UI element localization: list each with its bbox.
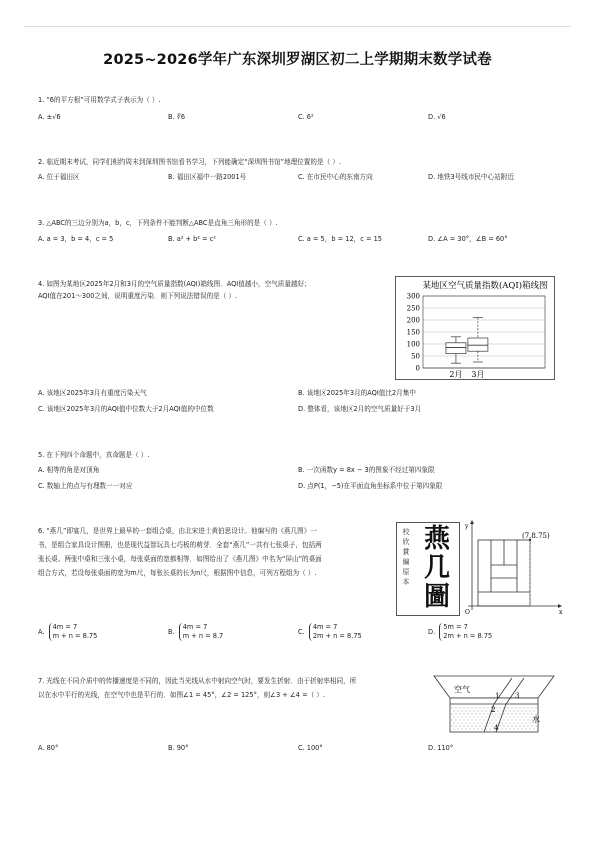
- q3-option-a: A. a = 3，b = 4，c = 5: [38, 235, 114, 243]
- water-dot: [510, 711, 511, 712]
- water-dot: [502, 711, 503, 712]
- water-dot: [518, 723, 519, 724]
- water-dot: [452, 720, 453, 721]
- question-5: [38, 449, 568, 490]
- water-dot: [490, 729, 491, 730]
- water-dot: [486, 717, 487, 718]
- cover-char: 欣: [402, 538, 410, 546]
- water-dot: [482, 717, 483, 718]
- box-iqr: [446, 343, 466, 354]
- water-dot: [530, 717, 531, 718]
- water-dot: [460, 708, 461, 709]
- water-dot: [470, 711, 471, 712]
- water-dot: [480, 726, 481, 727]
- water-dot: [496, 708, 497, 709]
- q4-option-c: C. 该地区2025年3月的AQI值中位数大于2月AQI值的中位数: [38, 405, 214, 413]
- q6-d-eq2: 2m + n = 8.75: [443, 632, 493, 640]
- water-dot: [524, 714, 525, 715]
- water-dot: [524, 708, 525, 709]
- q2-option-c: C. 在市民中心的东南方向: [298, 173, 373, 181]
- q6-option-b-letter: B.: [168, 628, 175, 636]
- water-dot: [466, 711, 467, 712]
- water-dot: [518, 711, 519, 712]
- q6-option-b: [168, 623, 223, 641]
- q1-option-d: D. √6: [428, 113, 446, 121]
- water-dot: [526, 729, 527, 730]
- water-dot: [512, 708, 513, 709]
- water-dot: [510, 729, 511, 730]
- q3-option-b: B. a² + b² = c²: [168, 235, 216, 243]
- water-dot: [460, 726, 461, 727]
- water-dot: [460, 720, 461, 721]
- water-dot: [474, 711, 475, 712]
- water-dot: [502, 723, 503, 724]
- water-dot: [468, 708, 469, 709]
- water-dot: [484, 714, 485, 715]
- water-dot: [530, 723, 531, 724]
- cover-char: 編: [402, 558, 410, 566]
- water-dot: [506, 711, 507, 712]
- question-2-stem: 2. 临近期末考试，同学们相约周末到深圳图书馆看书学习，下列能确定“深圳图书馆”地理位置的是（ ）.: [38, 158, 341, 166]
- q4-option-d: D. 整体看，该地区2月的空气质量好于3月: [298, 405, 422, 413]
- q6-option-c-system: [309, 623, 362, 641]
- angle-3-label: 3: [515, 692, 520, 700]
- question-6-stem-line3: 张长桌、两张中桌和三张小桌，每张桌面的宽都相等．如图给出了《燕几图》中名为“屏山”的桌面: [38, 555, 322, 563]
- water-dot: [522, 711, 523, 712]
- q5-option-a: A. 相等的角是对顶角: [38, 466, 100, 474]
- water-dot: [456, 714, 457, 715]
- water-dot: [462, 717, 463, 718]
- air-label: 空气: [454, 685, 470, 694]
- q5-option-c: C. 数轴上的点与有理数一一对应: [38, 482, 133, 490]
- water-dot: [494, 717, 495, 718]
- water-dot: [454, 723, 455, 724]
- water-dot: [534, 711, 535, 712]
- q6-option-a-letter: A.: [38, 628, 45, 636]
- q2-option-d: D. 地铁3号线市民中心站附近: [428, 173, 514, 181]
- water-dot: [472, 726, 473, 727]
- water-dot: [482, 729, 483, 730]
- y-tick-label: 250: [406, 304, 420, 313]
- water-dot: [474, 723, 475, 724]
- x-label-mar: 3月: [471, 370, 485, 379]
- water-dot: [456, 726, 457, 727]
- water-dot: [510, 717, 511, 718]
- q6-option-a-system: [49, 623, 98, 641]
- water-dot: [536, 726, 537, 727]
- water-dot: [464, 726, 465, 727]
- water-dot: [506, 717, 507, 718]
- water-dot: [466, 723, 467, 724]
- question-7: [38, 674, 428, 702]
- q3-option-d: D. ∠A = 30°，∠B = 60°: [428, 235, 508, 243]
- q6-b-eq2: m + n = 8.7: [182, 632, 224, 640]
- q2-option-b: B. 福田区福中一路2001号: [168, 173, 247, 181]
- cover-big-char: 圖: [423, 582, 450, 612]
- water-dot: [458, 717, 459, 718]
- water-dot: [498, 717, 499, 718]
- water-dot: [488, 714, 489, 715]
- y-tick-label: 50: [411, 352, 420, 361]
- water-dot: [524, 720, 525, 721]
- water-dot: [452, 714, 453, 715]
- q6-d-eq1: 5m = 7: [443, 623, 468, 631]
- q6-option-d: [428, 623, 492, 641]
- water-dot: [514, 729, 515, 730]
- water-dot: [470, 717, 471, 718]
- water-dot: [518, 729, 519, 730]
- water-dot: [510, 723, 511, 724]
- water-dot: [526, 723, 527, 724]
- question-3-stem: 3. △ABC的三边分别为a，b，c，下列条件不能判断△ABC是直角三角形的是（ ）.: [38, 219, 278, 227]
- water-dot: [462, 723, 463, 724]
- q1-option-c: C. 6²: [298, 113, 314, 121]
- y-tick-label: 150: [406, 328, 420, 337]
- water-dot: [522, 729, 523, 730]
- angle-4-label: 4: [494, 724, 499, 732]
- water-dot: [504, 726, 505, 727]
- water-dot: [464, 714, 465, 715]
- q7-option-c: C. 100°: [298, 744, 323, 752]
- question-6-stem-line1: 6. “燕几”即宴几，是世界上最早的一套组合桌，由北宋进士黄伯思设计。他编写的《燕几图》一: [38, 527, 317, 535]
- x-axis-arrow: [558, 604, 562, 608]
- water-dot: [480, 714, 481, 715]
- water-dot: [458, 729, 459, 730]
- water-dot: [526, 717, 527, 718]
- chart-title: 某地区空气质量指数(AQI)箱线图: [422, 281, 548, 291]
- q6-a-eq2: m + n = 8.75: [52, 632, 98, 640]
- water-dot: [476, 720, 477, 721]
- water-dot: [464, 720, 465, 721]
- q7-option-a: A. 80°: [38, 744, 59, 752]
- water-dot: [480, 708, 481, 709]
- cover-big-text: [419, 525, 455, 612]
- water-dot: [492, 726, 493, 727]
- water-dot: [454, 717, 455, 718]
- x-axis-label: x: [559, 609, 563, 616]
- water-dot: [478, 717, 479, 718]
- x-label-feb: 2月: [449, 370, 463, 379]
- water-dot: [456, 708, 457, 709]
- water-dot: [508, 720, 509, 721]
- question-6: [38, 524, 388, 580]
- refraction-diagram: [432, 672, 560, 738]
- water-dot: [514, 711, 515, 712]
- q6-a-eq1: 4m = 7: [52, 623, 78, 631]
- water-dot: [484, 708, 485, 709]
- water-dot: [522, 717, 523, 718]
- container-top: [434, 676, 554, 698]
- page-title: 2025~2026学年广东深圳罗湖区初二上学期期末数学试卷: [103, 52, 492, 68]
- y-tick-label: 300: [406, 292, 420, 301]
- water-dot: [454, 729, 455, 730]
- water-dot: [518, 717, 519, 718]
- water-dot: [452, 708, 453, 709]
- water-dot: [474, 717, 475, 718]
- water-dot: [536, 708, 537, 709]
- water-dot: [486, 729, 487, 730]
- cover-char: 本: [402, 578, 410, 586]
- q6-option-d-system: [439, 623, 492, 641]
- water-dot: [512, 726, 513, 727]
- water-dot: [522, 723, 523, 724]
- water-dot: [482, 723, 483, 724]
- water-dot: [488, 708, 489, 709]
- water-dot: [472, 720, 473, 721]
- water-dot: [528, 720, 529, 721]
- water-dot: [478, 711, 479, 712]
- water-dot: [488, 726, 489, 727]
- water-dot: [500, 714, 501, 715]
- cover-big-char: 燕: [423, 524, 450, 554]
- water-dot: [500, 708, 501, 709]
- angle-2-label: 2: [491, 706, 496, 714]
- water-dot: [462, 711, 463, 712]
- water-dot: [466, 729, 467, 730]
- water-dot: [474, 729, 475, 730]
- cover-small-text: [401, 527, 411, 587]
- water-dot: [514, 717, 515, 718]
- table-outlines: [478, 540, 530, 606]
- q6-c-eq2: 2m + n = 8.75: [312, 632, 362, 640]
- q7-option-b: B. 90°: [168, 744, 189, 752]
- water-dot: [508, 708, 509, 709]
- water-dot: [496, 720, 497, 721]
- water-dot: [528, 726, 529, 727]
- water-dot: [466, 717, 467, 718]
- q6-option-c: [298, 623, 362, 641]
- q7-option-d: D. 110°: [428, 744, 454, 752]
- q6-b-eq1: 4m = 7: [182, 623, 208, 631]
- water-dot: [490, 723, 491, 724]
- water-dot: [484, 720, 485, 721]
- question-1: [38, 94, 568, 121]
- water-dot: [528, 708, 529, 709]
- water-dot: [478, 729, 479, 730]
- q3-option-c: C. a = 5，b = 12，c = 15: [298, 235, 382, 243]
- yanji-tu-cover-image: [396, 522, 460, 616]
- water-dot: [476, 726, 477, 727]
- water-dot: [480, 720, 481, 721]
- pingshan-table-diagram: [462, 520, 562, 616]
- water-dot: [458, 723, 459, 724]
- q1-option-a: A. ±√6: [38, 113, 61, 121]
- water-dot: [504, 714, 505, 715]
- water-dot: [476, 714, 477, 715]
- water-dot: [460, 714, 461, 715]
- water-dot: [520, 714, 521, 715]
- angle-1-label: 1: [495, 692, 500, 700]
- q4-option-b: B. 该地区2025年3月的AQI值比2月集中: [298, 389, 416, 397]
- water-dot: [514, 723, 515, 724]
- question-6-stem-line2: 书，是组合家具设计图册，也是现代益智玩具七巧板的萌芽．全套“燕几”一共有七张桌子，包括两: [38, 541, 322, 549]
- water-dot: [532, 726, 533, 727]
- y-tick-label: 200: [406, 316, 420, 325]
- question-1-stem: 1. “6的平方根”可用数学式子表示为（ ）.: [38, 96, 161, 104]
- water-dot: [516, 714, 517, 715]
- water-dot: [520, 720, 521, 721]
- q6-option-b-system: [179, 623, 224, 641]
- water-dot: [486, 711, 487, 712]
- water-dot: [506, 729, 507, 730]
- water-dot: [456, 720, 457, 721]
- question-5-stem: 5. 在下列四个命题中，真命题是（ ）.: [38, 451, 150, 459]
- q2-option-a: A. 位于福田区: [38, 173, 80, 181]
- water-dot: [484, 726, 485, 727]
- water-dot: [526, 711, 527, 712]
- water-dot: [472, 708, 473, 709]
- water-dot: [464, 708, 465, 709]
- water-dot: [500, 726, 501, 727]
- water-dot: [508, 714, 509, 715]
- water-dot: [492, 720, 493, 721]
- cover-char: 原: [402, 568, 410, 576]
- y-tick-label: 0: [415, 364, 420, 373]
- water-dot: [520, 708, 521, 709]
- question-4-stem-line2: AQI值在201～300之间，说明重度污染．则下列说法错误的是（ ）.: [38, 292, 238, 300]
- water-dot: [482, 711, 483, 712]
- q6-option-a: [38, 623, 97, 641]
- q5-option-b: B. 一次函数y = 8x − 3的图象不经过第四象限: [298, 466, 435, 474]
- water-dot: [516, 708, 517, 709]
- water-dot: [496, 714, 497, 715]
- q6-c-eq1: 4m = 7: [312, 623, 338, 631]
- water-dot: [516, 720, 517, 721]
- water-dot: [506, 723, 507, 724]
- question-6-stem-line4: 组合方式，若设每张桌面的宽为m尺，每张长桌的长为n尺，根据图中信息，可列方程组为（ ）.: [38, 569, 317, 577]
- question-4-stem-line1: 4. 如图为某地区2025年2月和3月的空气质量指数(AQI)箱线图．AQI值越小，空气质量越好；: [38, 280, 311, 288]
- water-dot: [468, 720, 469, 721]
- y-axis-arrow: [470, 520, 474, 524]
- y-tick-label: 100: [406, 340, 420, 349]
- q6-option-d-letter: D.: [428, 628, 436, 636]
- q1-option-b: B. ∛6: [168, 113, 186, 121]
- water-dot: [504, 720, 505, 721]
- water-dot: [502, 729, 503, 730]
- water-dot: [516, 726, 517, 727]
- water-dot: [512, 714, 513, 715]
- water-dot: [452, 726, 453, 727]
- water-dot: [468, 714, 469, 715]
- cover-char: 賞: [402, 548, 410, 556]
- water-dot: [512, 720, 513, 721]
- water-dot: [470, 723, 471, 724]
- question-3: [38, 217, 568, 243]
- question-7-stem-line2: 以在水中平行的光线，在空气中也是平行的．如图∠1 = 45°，∠2 = 125°，则∠3 + ∠4 =（ ）.: [38, 691, 325, 699]
- top-divider: [24, 26, 571, 27]
- cover-big-char: 几: [423, 553, 450, 583]
- water-dot: [462, 729, 463, 730]
- water-dot: [476, 708, 477, 709]
- question-7-stem-line1: 7. 光线在不同介质中的传播速度是不同的，因此当光线从水中射向空气时，要发生折射．由于折射率相同，所: [38, 677, 357, 685]
- water-dot: [470, 729, 471, 730]
- aqi-boxplot-chart: [395, 276, 555, 380]
- water-dot: [530, 711, 531, 712]
- water-dot: [486, 723, 487, 724]
- q6-option-c-letter: C.: [298, 628, 305, 636]
- water-dot: [508, 726, 509, 727]
- origin-label: O: [465, 609, 470, 616]
- water-dot: [528, 714, 529, 715]
- water-label: 水: [532, 715, 540, 724]
- question-2: [38, 156, 568, 181]
- water-dot: [532, 708, 533, 709]
- water-dot: [524, 726, 525, 727]
- water-dot: [458, 711, 459, 712]
- water-dot: [530, 729, 531, 730]
- water-dot: [478, 723, 479, 724]
- cover-char: 校: [402, 528, 410, 536]
- box-iqr: [468, 338, 488, 351]
- point-label: (7,8.75): [522, 532, 550, 540]
- y-axis-label: y: [465, 523, 469, 530]
- water-dot: [472, 714, 473, 715]
- water-dot: [468, 726, 469, 727]
- water-dot: [534, 729, 535, 730]
- q5-option-d: D. 点P(1，−5)在平面直角坐标系中位于第四象限: [298, 482, 443, 490]
- water-dot: [454, 711, 455, 712]
- q4-option-a: A. 该地区2025年3月有重度污染天气: [38, 389, 147, 397]
- water-dot: [520, 726, 521, 727]
- water-dot: [498, 711, 499, 712]
